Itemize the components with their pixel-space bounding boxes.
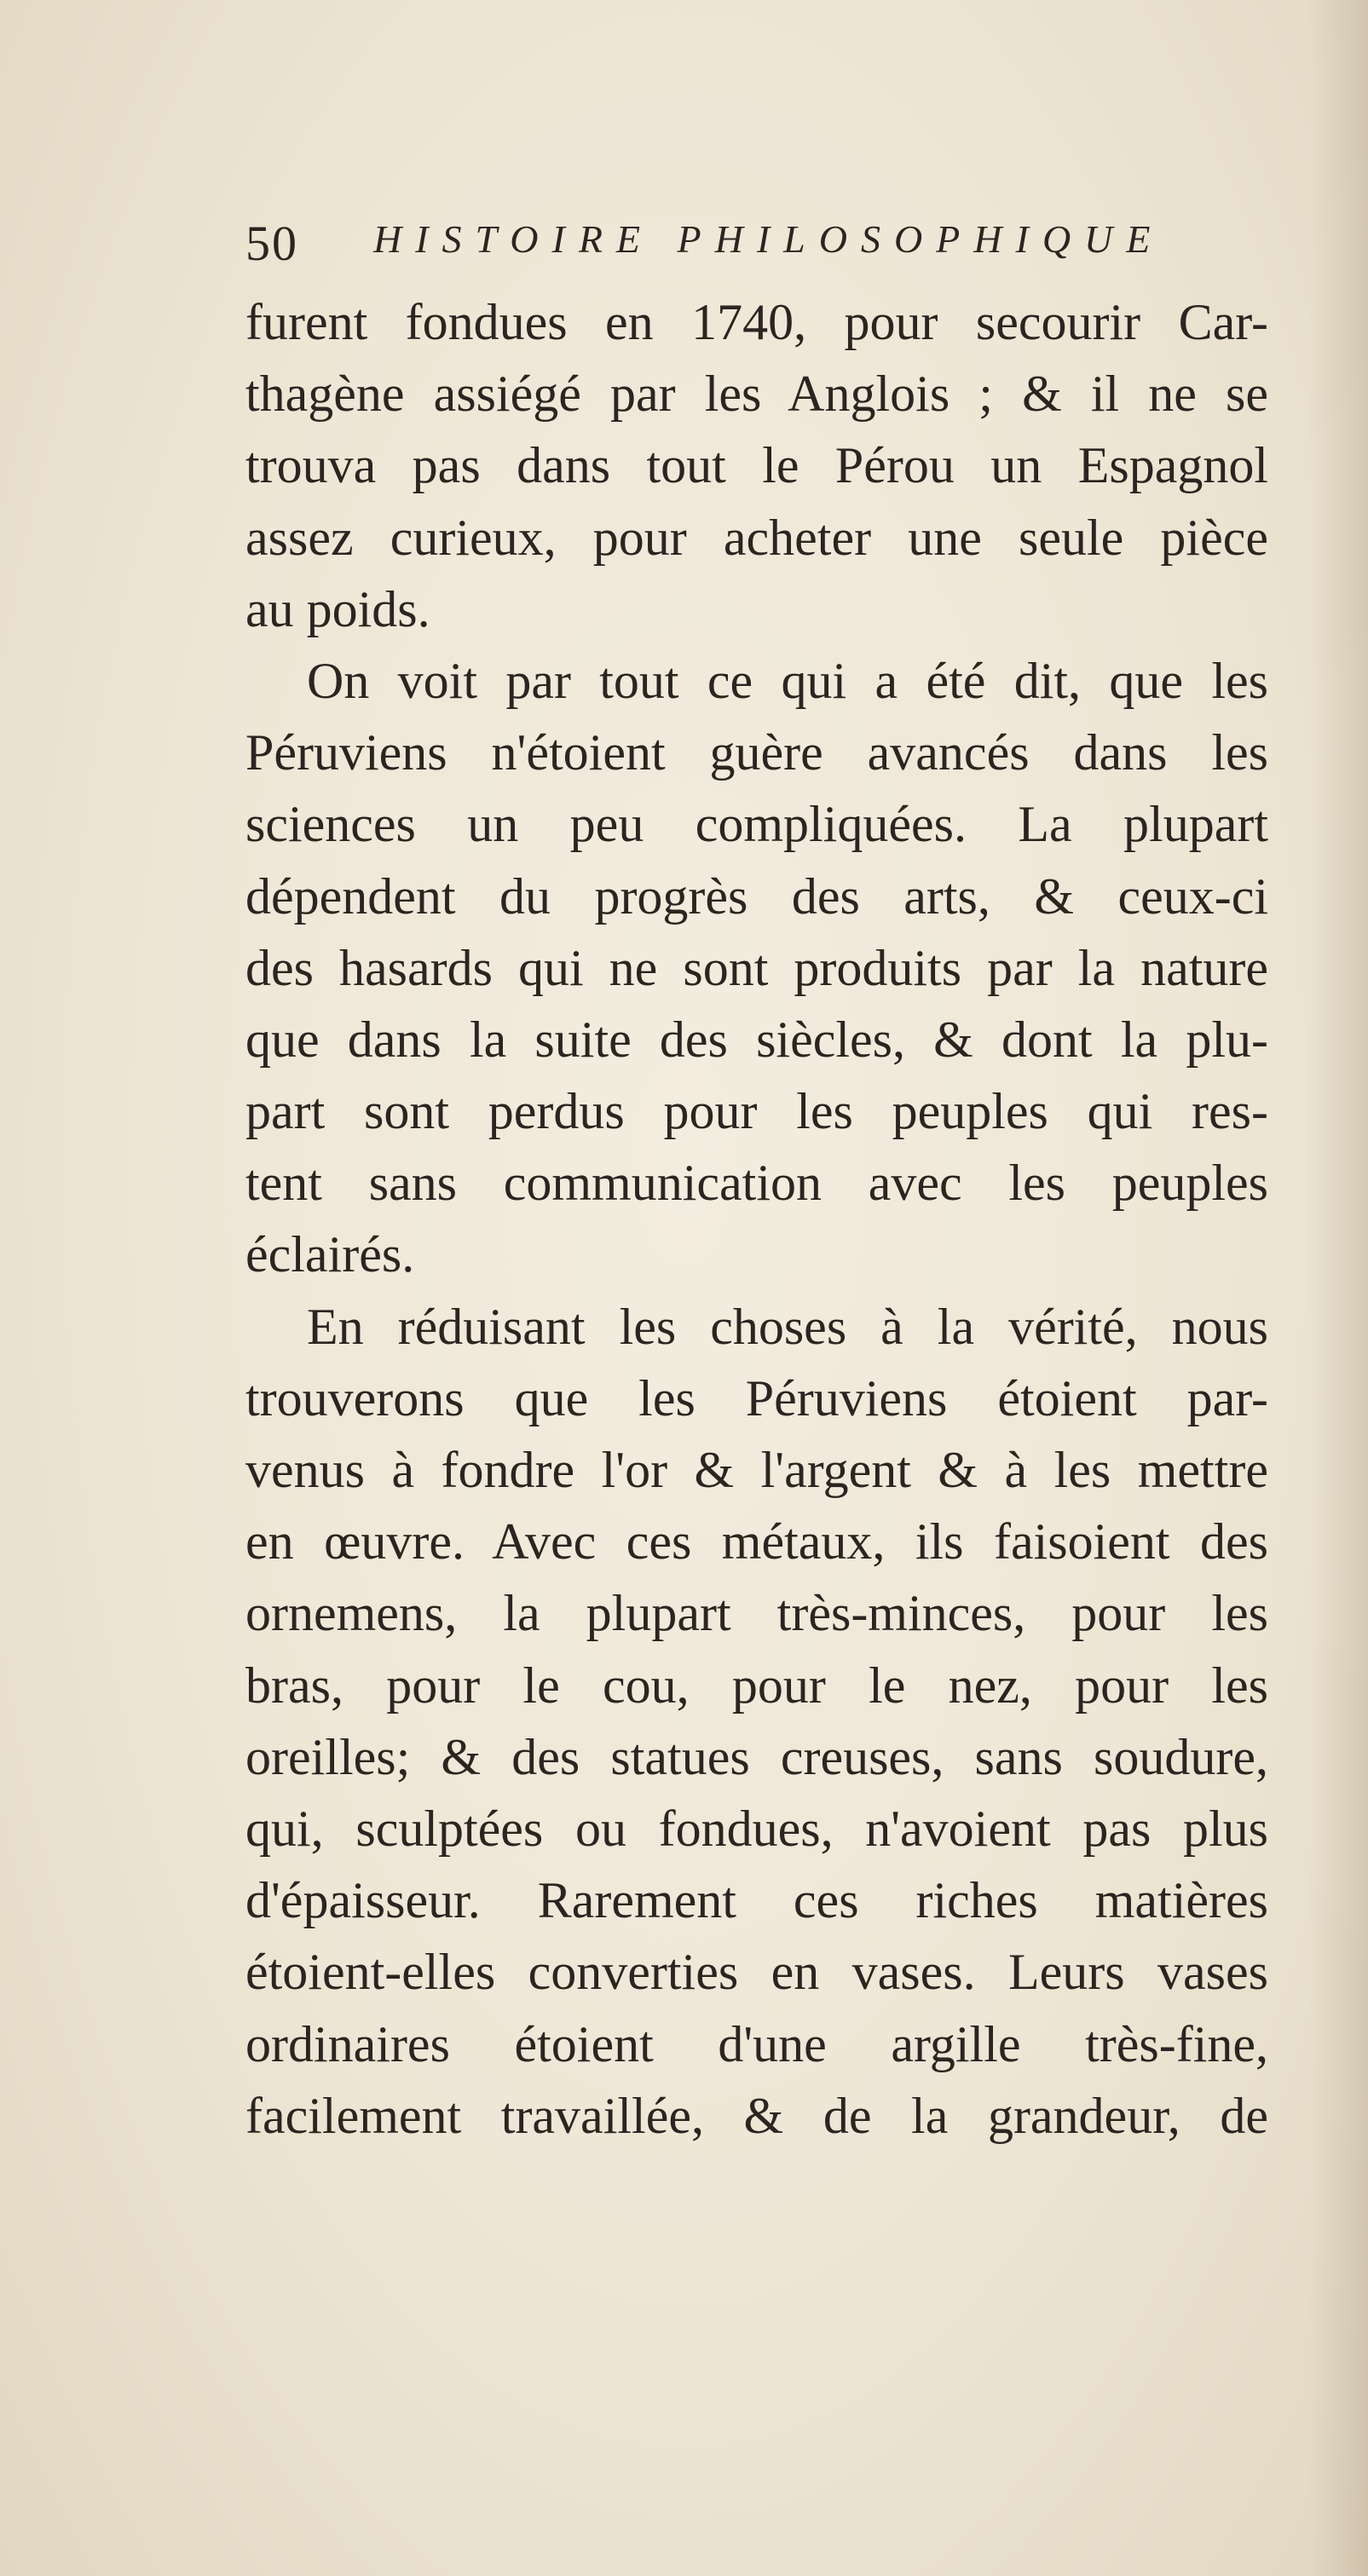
text-line: thagène assiégé par les Anglois ; & il ne se (245, 366, 1268, 423)
text-line: d'épaisseur. Rarement ces riches matières (245, 1872, 1268, 1929)
text-body (245, 286, 1268, 2152)
text-line: furent fondues en 1740, pour secourir Car- (245, 294, 1268, 350)
text-line: dépendent du progrès des arts, & ceux-ci (245, 867, 1268, 925)
text-line: qui, sculptées ou fondues, n'avoient pas plus (245, 1800, 1268, 1857)
text-line: venus à fondre l'or & l'argent & à les mettre (245, 1442, 1268, 1498)
text-line: en œuvre. Avec ces métaux, ils faisoient des (245, 1513, 1268, 1570)
text-line: éclairés. (245, 1226, 415, 1283)
page-header (245, 215, 1268, 283)
text-line: facilement travaillée, & de la grandeur, de (245, 2087, 1268, 2144)
text-line: ordinaires étoient d'une argille très-fine, (245, 2015, 1268, 2072)
text-line: que dans la suite des siècles, & dont la plu- (245, 1011, 1268, 1068)
text-line: bras, pour le cou, pour le nez, pour les (245, 1657, 1268, 1714)
text-line: tent sans communication avec les peuples (245, 1155, 1268, 1212)
text-line: sciences un peu compliquées. La plupart (245, 796, 1268, 853)
running-head: HISTOIRE PHILOSOPHIQUE (373, 217, 1164, 261)
page-gutter-shadow (1308, 0, 1368, 2576)
text-line: trouverons que les Péruviens étoient par- (245, 1369, 1268, 1426)
text-line: assez curieux, pour acheter une seule pièce (245, 509, 1268, 566)
text-line: Péruviens n'étoient guère avancés dans les (245, 724, 1268, 781)
text-line: au poids. (245, 580, 430, 637)
text-line: ornemens, la plupart très-minces, pour les (245, 1585, 1268, 1642)
text-line: part sont perdus pour les peuples qui res- (245, 1083, 1268, 1140)
text-line: étoient-elles converties en vases. Leurs vases (245, 1944, 1268, 2001)
text-line: En réduisant les choses à la vérité, nous (307, 1298, 1268, 1355)
text-line: On voit par tout ce qui a été dit, que les (307, 652, 1268, 709)
text-line: trouva pas dans tout le Pérou un Espagnol (245, 437, 1268, 494)
text-line: des hasards qui ne sont produits par la nature (245, 939, 1268, 996)
text-line: oreilles; & des statues creuses, sans soudure, (245, 1728, 1268, 1785)
page-number: 50 (245, 216, 298, 271)
